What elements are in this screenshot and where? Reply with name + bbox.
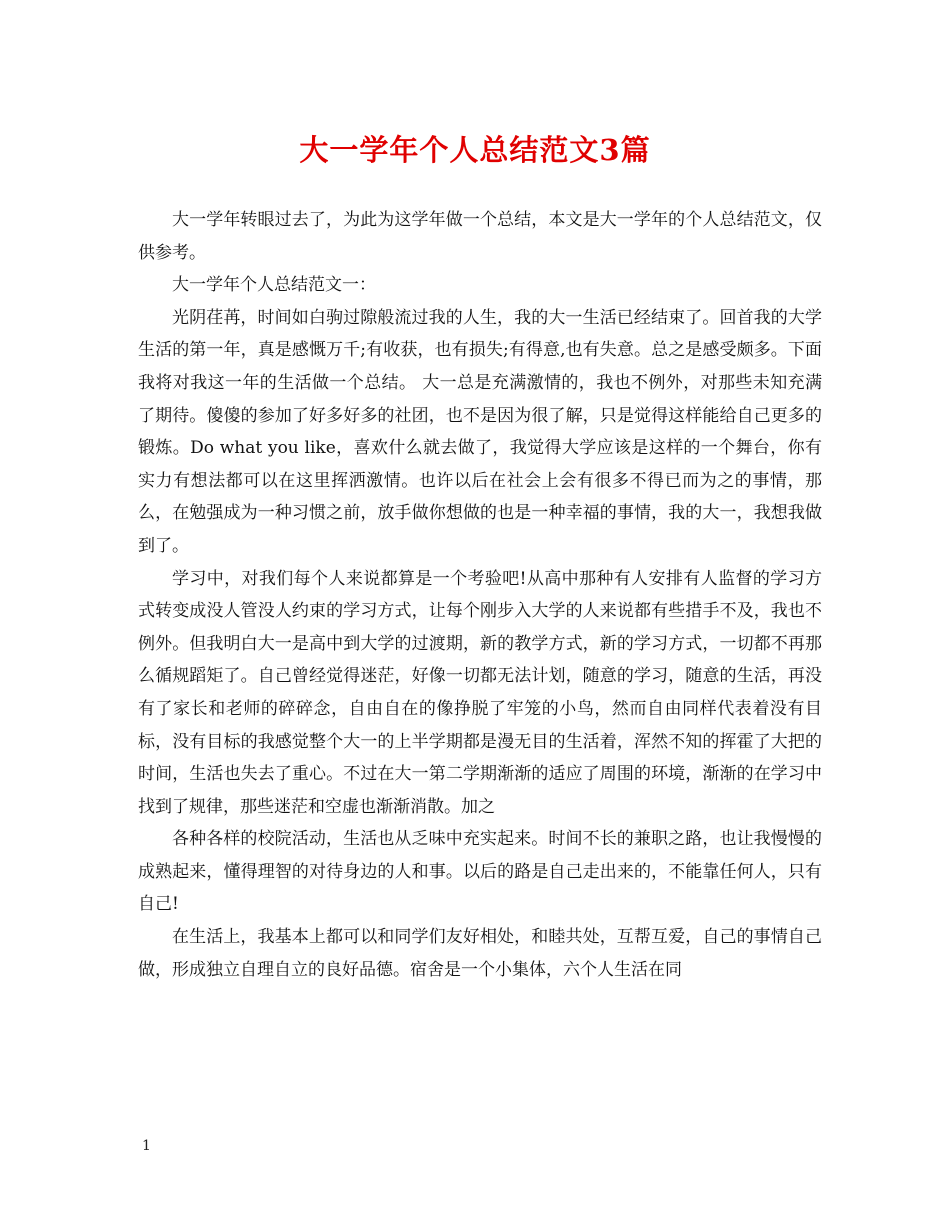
paragraph-first-year: 光阴荏苒，时间如白驹过隙般流过我的人生，我的大一生活已经结束了。回首我的大学生活的第一年，真是感慨万千;有收获，也有损失;有得意,也有失意。总之是感受颇多。下面我将对我这一年的生活做一个总结。 大一总是充满激情的，我也不例外，对那些未知充满了期待。傻傻的参加了好多好多的社团，也不是因为很了解，只是觉得这样能给自己更多的锻炼。Do what you like，喜欢什么就去做了，我觉得大学应该是这样的一个舞台，你有实力有想法都可以在这里挥洒激情。也许以后在社会上会有很多不得已而为之的事情，那么，在勉强成为一种习惯之前，放手做你想做的也是一种幸福的事情，我的大一，我想我做到了。: [138, 307, 822, 556]
paragraph-study: 学习中，对我们每个人来说都算是一个考验吧!从高中那种有人安排有人监督的学习方式转变成没人管没人约束的学习方式，让每个刚步入大学的人来说都有些措手不及，我也不例外。但我明白大一是高中到大学的过渡期，新的教学方式，新的学习方式，一切都不再那么循规蹈矩了。自己曾经觉得迷茫，好像一切都无法计划，随意的学习，随意的生活，再没有了家长和老师的碎碎念，自由自在的像挣脱了牢笼的小鸟，然而自由同样代表着没有目标，没有目标的我感觉整个大一的上半学期都是漫无目的生活着，浑然不知的挥霍了大把的时间，生活也失去了重心。不过在大一第二学期渐渐的适应了周围的环境，渐渐的在学习中找到了规律，那些迷茫和空虚也渐渐消散。加之: [138, 568, 822, 817]
paragraph-heading-one: 大一学年个人总结范文一：: [172, 275, 376, 296]
paragraph-activities: 各种各样的校院活动，生活也从乏味中充实起来。时间不长的兼职之路，也让我慢慢的成熟起来，懂得理智的对待身边的人和事。以后的路是自己走出来的，不能靠任何人，只有自己!: [138, 829, 822, 915]
page-number: 1: [142, 1138, 151, 1154]
paragraph-life: 在生活上，我基本上都可以和同学们友好相处，和睦共处，互帮互爱，自己的事情自己做，形成独立自理自立的良好品德。宿舍是一个小集体，六个人生活在同: [138, 927, 822, 980]
document-title: 大一学年个人总结范文3篇: [299, 133, 651, 167]
document-body: [138, 204, 822, 986]
paragraph-intro: 大一学年转眼过去了，为此为这学年做一个总结，本文是大一学年的个人总结范文，仅供参考。: [138, 210, 822, 263]
